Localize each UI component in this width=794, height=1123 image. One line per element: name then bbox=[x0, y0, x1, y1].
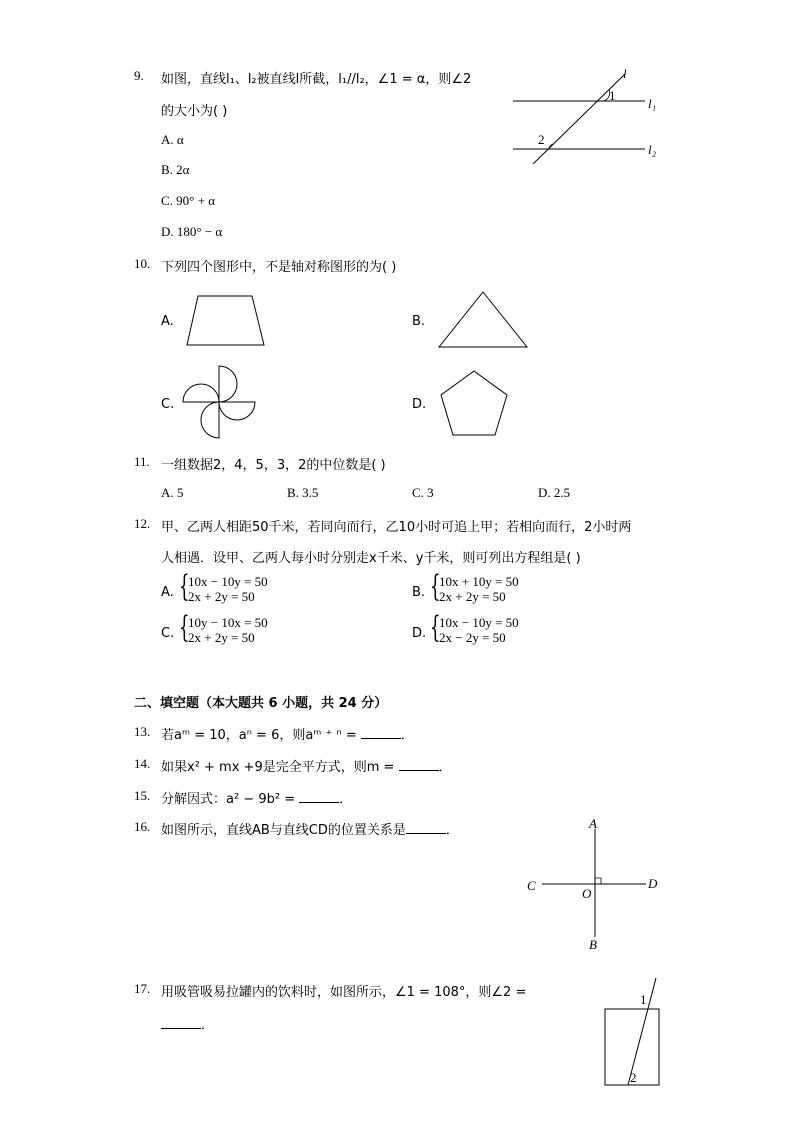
q10-triangle-shape bbox=[437, 291, 529, 349]
q11-option-b: B. 3.5 bbox=[287, 485, 319, 500]
q12-option-a-label: A. bbox=[161, 585, 174, 600]
q9-option-c: C. 90° + α bbox=[161, 193, 216, 208]
q12-option-c-eq1: 10y − 10x = 50 bbox=[188, 615, 268, 630]
q9-figure bbox=[505, 68, 665, 168]
q10-label-a: A. bbox=[161, 314, 174, 329]
q16-right-angle-mark bbox=[595, 878, 601, 884]
q12-option-a-eq1: 10x − 10y = 50 bbox=[188, 574, 268, 589]
q9-option-d: D. 180° − α bbox=[161, 224, 223, 239]
q15-number: 15. bbox=[134, 788, 151, 803]
q17-answer-blank[interactable] bbox=[161, 1016, 201, 1029]
q11-option-a: A. 5 bbox=[161, 485, 184, 500]
q12-option-b-brace: { bbox=[430, 569, 441, 604]
q17-stem-line1: 用吸管吸易拉罐内的饮料时，如图所示，∠1 = 108°，则∠2 = bbox=[161, 985, 527, 1000]
q10-pinwheel-shape bbox=[181, 364, 257, 440]
q16-label-o: O bbox=[582, 886, 592, 901]
q10-number: 10. bbox=[134, 256, 151, 271]
q9-label-l: l bbox=[623, 66, 627, 81]
q9-label-angle2: 2 bbox=[538, 132, 545, 147]
q9-option-b: B. 2α bbox=[161, 162, 190, 177]
q16-label-d: D bbox=[648, 876, 658, 891]
q16-number: 16. bbox=[134, 819, 151, 834]
q13-stem-text: 若aᵐ = 10，aⁿ = 6，则aᵐ ⁺ ⁿ = bbox=[161, 728, 361, 743]
q11-stem: 一组数据2，4，5，3，2的中位数是( ) bbox=[161, 458, 386, 473]
q17-stem-end: ． bbox=[201, 1018, 215, 1033]
q12-option-b-eq1: 10x + 10y = 50 bbox=[439, 574, 519, 589]
q16-stem bbox=[161, 819, 459, 838]
q9-stem-line2: 的大小为( ) bbox=[161, 104, 228, 119]
q15-stem bbox=[161, 788, 352, 807]
q9-number: 9. bbox=[134, 68, 144, 83]
q12-option-a-brace: { bbox=[179, 569, 190, 604]
q9-option-a: A. α bbox=[161, 132, 184, 147]
q17-label-angle1: 1 bbox=[640, 992, 647, 1007]
q16-stem-text: 如图所示，直线AB与直线CD的位置关系是 bbox=[161, 823, 406, 838]
q17-number: 17. bbox=[134, 981, 151, 996]
q12-stem-line1: 甲、乙两人相距50千米，若同向而行，乙10小时可追上甲；若相向而行，2小时两 bbox=[161, 520, 632, 535]
q12-option-a-eq2: 2x + 2y = 50 bbox=[188, 589, 255, 604]
q10-label-d: D. bbox=[412, 397, 427, 412]
q10-label-c: C. bbox=[161, 397, 175, 412]
q14-number: 14. bbox=[134, 756, 151, 771]
q16-label-b: B bbox=[589, 937, 597, 952]
q14-stem-text: 如果x² + mx +9是完全平方式，则m = bbox=[161, 760, 399, 775]
q15-stem-end: ． bbox=[339, 792, 353, 807]
q14-stem-end: ． bbox=[438, 760, 452, 775]
q15-answer-blank[interactable] bbox=[299, 790, 339, 803]
q12-option-c-label: C. bbox=[161, 626, 175, 641]
q12-option-b-label: B. bbox=[412, 585, 426, 600]
q13-answer-blank[interactable] bbox=[361, 726, 401, 739]
q11-option-d: D. 2.5 bbox=[538, 485, 571, 500]
q10-trapezoid-shape bbox=[186, 295, 266, 347]
q12-option-c-brace: { bbox=[179, 610, 190, 645]
q16-answer-blank[interactable] bbox=[406, 821, 446, 834]
q9-label-l2: l₂ bbox=[648, 142, 657, 157]
q12-option-d-eq1: 10x − 10y = 50 bbox=[439, 615, 519, 630]
q12-option-c-eq2: 2x + 2y = 50 bbox=[188, 630, 255, 645]
q10-label-b: B. bbox=[412, 314, 426, 329]
q12-option-d-brace: { bbox=[430, 610, 441, 645]
q9-label-angle1: 1 bbox=[609, 88, 616, 103]
q17-stem-line2 bbox=[161, 1014, 214, 1033]
q12-number: 12. bbox=[134, 516, 151, 531]
q14-answer-blank[interactable] bbox=[399, 758, 439, 771]
q13-stem bbox=[161, 724, 414, 743]
q15-stem-text: 分解因式：a² − 9b² = bbox=[161, 792, 300, 807]
q16-label-a: A bbox=[589, 816, 597, 831]
q17-label-angle2: 2 bbox=[630, 1070, 637, 1085]
q9-stem-line1: 如图，直线l₁、l₂被直线l所截，l₁//l₂，∠1 = α，则∠2 bbox=[161, 72, 472, 87]
q10-stem: 下列四个图形中，不是轴对称图形的为( ) bbox=[161, 260, 397, 275]
q13-stem-end: ． bbox=[400, 728, 414, 743]
q16-figure bbox=[522, 815, 672, 955]
q12-option-b-eq2: 2x + 2y = 50 bbox=[439, 589, 506, 604]
q9-label-l1: l₁ bbox=[648, 96, 657, 111]
q12-option-d-eq2: 2x − 2y = 50 bbox=[439, 630, 506, 645]
q10-pentagon-shape bbox=[439, 370, 509, 438]
q16-stem-end: ． bbox=[445, 823, 459, 838]
q17-figure bbox=[600, 975, 670, 1090]
q11-option-c: C. 3 bbox=[412, 485, 434, 500]
q14-stem bbox=[161, 756, 452, 775]
q12-option-d-label: D. bbox=[412, 626, 427, 641]
q13-number: 13. bbox=[134, 724, 151, 739]
q11-number: 11. bbox=[134, 454, 150, 469]
q12-stem-line2: 人相遇．设甲、乙两人每小时分别走x千米、y千米，则可列出方程组是( ) bbox=[161, 551, 581, 566]
section2-title: 二、填空题（本大题共 6 小题，共 24 分） bbox=[134, 696, 388, 711]
q16-label-c: C bbox=[527, 878, 536, 893]
